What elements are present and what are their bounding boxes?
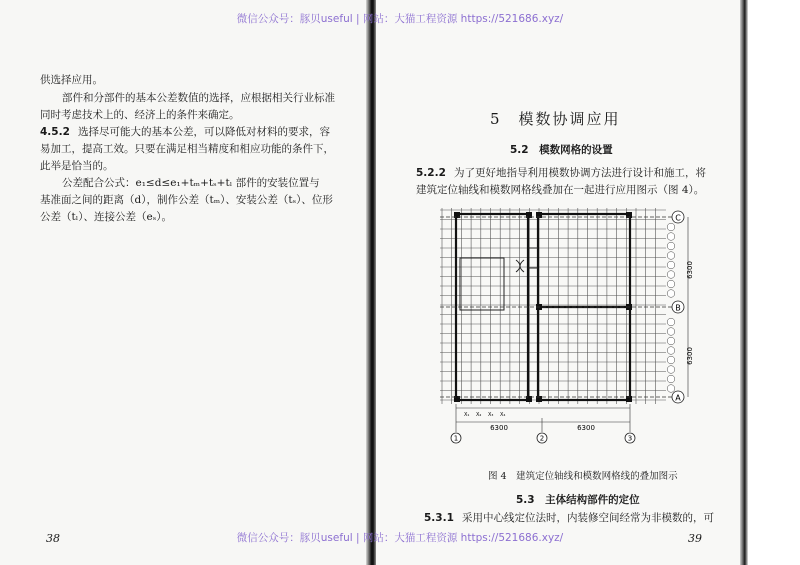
module-bubble <box>667 271 675 279</box>
left-line-1: 供选择应用。 <box>40 74 103 86</box>
module-bubble <box>667 223 675 231</box>
dim-vertical-upper: 6300 <box>686 261 694 279</box>
watermark-bottom: 微信公众号：豚贝useful | 网站：大猫工程资源 https://521686.xyz/ <box>236 532 564 544</box>
axis-label-b: B <box>675 303 681 313</box>
module-bubble <box>667 366 675 374</box>
clause-5-3-1-text: 采用中心线定位法时，内装修空间经常为非模数的，可 <box>462 512 714 524</box>
module-bubble <box>667 290 675 298</box>
left-line-9: 公差（tₗ）、连接公差（eₛ）。 <box>40 211 173 223</box>
module-bubble <box>667 261 675 269</box>
module-bubble <box>667 337 675 345</box>
module-bubble <box>667 328 675 336</box>
left-line-3: 同时考虑技术上的、经济上的条件来确定。 <box>40 109 240 121</box>
partition-room <box>460 258 504 310</box>
module-bubble <box>667 280 675 288</box>
left-line-8: 基准面之间的距离（d），制作公差（tₘ）、安装公差（tₛ）、位形 <box>40 194 333 206</box>
left-line-2: 部件和分部件的基本公差数值的选择，应根据相关行业标准 <box>62 92 335 104</box>
dim-vertical-lower: 6300 <box>686 347 694 365</box>
sub-label-x2: X₂ <box>476 412 482 418</box>
left-line-7: 公差配合公式：e₁≤d≤e₁+tₘ+tₛ+tₗ 部件的安装位置与 <box>62 177 320 189</box>
axis-label-2: 2 <box>539 434 545 443</box>
watermark-top: 微信公众号：豚贝useful | 网站：大猫工程资源 https://521686.xyz/ <box>236 13 564 25</box>
left-page-number: 38 <box>46 532 60 545</box>
clause-5-2-2-line-2: 建筑定位轴线和模数网格线叠加在一起进行应用图示（图 4）。 <box>416 184 705 196</box>
sub-label-x3: X₃ <box>488 412 494 418</box>
axis-label-3: 3 <box>627 434 633 443</box>
left-line-6: 此举是恰当的。 <box>40 160 114 172</box>
module-bubble <box>667 252 675 260</box>
module-bubble <box>667 385 675 393</box>
figure-caption: 图 4 建筑定位轴线和模数网格线的叠加图示 <box>488 471 678 482</box>
left-clause-number: 4.5.2 <box>40 126 70 138</box>
module-bubble <box>667 318 675 326</box>
modular-grid-figure <box>420 204 700 444</box>
left-line-5: 易加工，提高工效。只要在满足相当精度和相应功能的条件下， <box>40 143 334 155</box>
sub-label-x1: X₁ <box>464 412 470 418</box>
clause-number-5-3-1: 5.3.1 <box>424 512 454 524</box>
sub-label-x4: X₄ <box>500 412 506 418</box>
module-bubble <box>667 356 675 364</box>
module-bubble <box>667 233 675 241</box>
page-edge <box>740 0 748 565</box>
section-heading-5-3: 5.3 主体结构部件的定位 <box>516 494 640 506</box>
module-bubble <box>667 347 675 355</box>
scan-margin <box>748 0 800 565</box>
clause-number-5-2-2: 5.2.2 <box>416 167 446 179</box>
axis-label-c: C <box>675 213 681 223</box>
module-bubble <box>667 242 675 250</box>
section-heading-5-2: 5.2 模数网格的设置 <box>510 144 613 156</box>
axis-lines <box>440 217 672 397</box>
module-bubble <box>667 375 675 383</box>
door-swing <box>516 260 524 272</box>
horizontal-dimension <box>456 404 630 432</box>
right-page-number: 39 <box>688 532 702 545</box>
chapter-title: 5 模数协调应用 <box>490 110 621 128</box>
left-line-4: 选择尽可能大的基本公差，可以降低对材料的要求，容 <box>78 126 330 138</box>
dim-horizontal-right: 6300 <box>577 424 595 432</box>
clause-5-2-2-line-1: 为了更好地指导利用模数协调方法进行设计和施工，将 <box>454 167 706 179</box>
dim-horizontal-left: 6300 <box>490 424 508 432</box>
axis-label-a: A <box>675 393 681 403</box>
axis-label-1: 1 <box>453 434 459 443</box>
